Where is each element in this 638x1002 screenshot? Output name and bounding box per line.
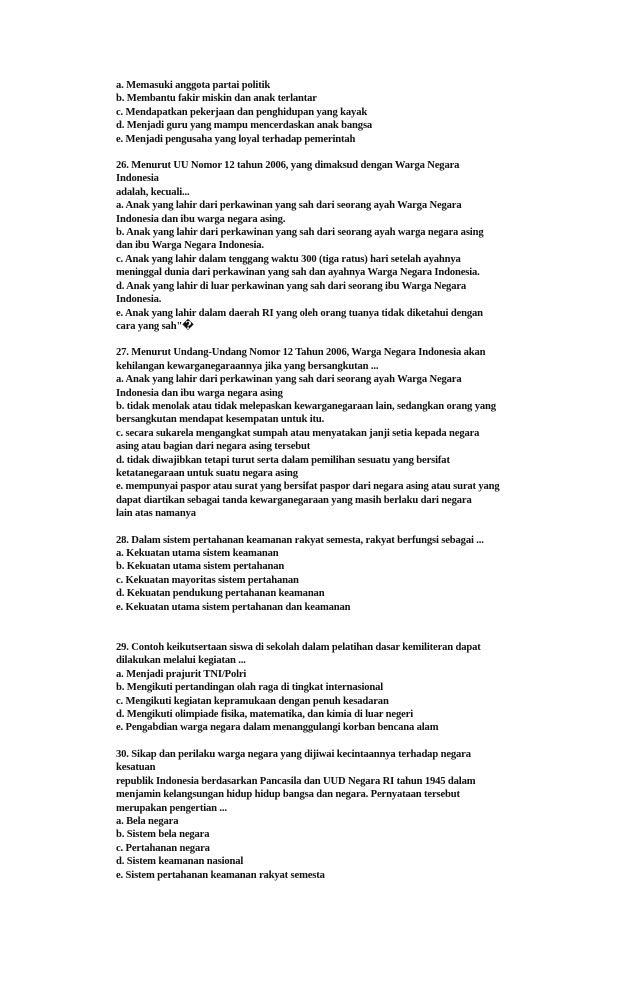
option-b: b. Anak yang lahir dari perkawinan yang sah dari seorang ayah warga negara asing: [116, 227, 484, 239]
question-text: merupakan pengertian ...: [116, 802, 227, 814]
question-text: 27. Menurut Undang-Undang Nomor 12 Tahun 2006, Warga Negara Indonesia akan: [116, 347, 486, 359]
question-text: dilakukan melalui kegiatan ...: [116, 655, 246, 667]
option-a: a. Anak yang lahir dari perkawinan yang sah dari seorang ayah Warga Negara: [116, 374, 462, 386]
option-d: d. Menjadi guru yang mampu mencerdaskan anak bangsa: [116, 120, 373, 132]
option-a: Indonesia dan ibu warga negara asing: [116, 387, 283, 399]
option-d: Indonesia.: [116, 294, 162, 306]
question-text: 26. Menurut UU Nomor 12 tahun 2006, yang dimaksud dengan Warga Negara: [116, 160, 460, 172]
option-d: d. Mengikuti olimpiade fisika, matematika, dan kimia di luar negeri: [116, 709, 413, 721]
spacer: [116, 735, 586, 748]
question-text: 28. Dalam sistem pertahanan keamanan rakyat semesta, rakyat berfungsi sebagai ...: [116, 534, 484, 546]
option-c: c. secara sukarela mengangkat sumpah atau menyatakan janji setia kepada negara: [116, 427, 480, 439]
option-c: c. Anak yang lahir dalam tenggang waktu 300 (tiga ratus) hari setelah ayahnya: [116, 253, 461, 265]
question-text: menjamin kelangsungan hidup hidup bangsa dan negara. Pernyataan tersebut: [116, 789, 460, 801]
question-text: kesatuan: [116, 762, 156, 774]
question-text: kehilangan kewarganegaraannya jika yang bersangkutan ...: [116, 360, 379, 372]
question-text: republik Indonesia berdasarkan Pancasila dan UUD Negara RI tahun 1945 dalam: [116, 775, 476, 787]
option-d: d. Anak yang lahir di luar perkawinan yang sah dari seorang ibu Warga Negara: [116, 280, 467, 292]
option-c: asing atau bagian dari negara asing tersebut: [116, 441, 311, 453]
option-c: meninggal dunia dari perkawinan yang sah dan ayahnya Warga Negara Indonesia.: [116, 267, 480, 279]
option-a: a. Anak yang lahir dari perkawinan yang sah dari seorang ayah Warga Negara: [116, 200, 462, 212]
option-a: a. Kekuatan utama sistem keamanan: [116, 548, 279, 559]
option-e: dapat diartikan sebagai tanda kewarganegaraan yang masih berlaku dari negara: [116, 494, 472, 506]
option-e: cara yang sah"�: [116, 320, 194, 332]
option-c: c. Mendapatkan pekerjaan dan penghidupan yang kayak: [116, 106, 368, 118]
option-e: e. Anak yang lahir dalam daerah RI yang oleh orang tuanya tidak diketahui dengan: [116, 307, 483, 319]
question-text: Indonesia: [116, 173, 159, 185]
option-a: Indonesia dan ibu warga negara asing.: [116, 213, 286, 225]
option-b: b. Kekuatan utama sistem pertahanan: [116, 561, 285, 573]
option-d: d. Kekuatan pendukung pertahanan keamanan: [116, 588, 325, 600]
option-e: e. Kekuatan utama sistem pertahanan dan keamanan: [116, 601, 351, 613]
option-b: b. Mengikuti pertandingan olah raga di tingkat internasional: [116, 682, 384, 694]
question-26: [116, 159, 586, 333]
option-b: b. Sistem bela negara: [116, 829, 210, 841]
option-e: e. mempunyai paspor atau surat yang bersifat paspor dari negara asing atau surat yang: [116, 481, 500, 493]
option-b: b. tidak menolak atau tidak melepaskan kewarganegaraan lain, sedangkan orang yang: [116, 400, 496, 412]
option-b: b. Membantu fakir miskin dan anak terlantar: [116, 93, 317, 105]
option-b: dan ibu Warga Negara Indonesia.: [116, 240, 264, 252]
option-a: a. Memasuki anggota partai politik: [116, 80, 271, 91]
question-30: [116, 748, 586, 882]
option-e: e. Pengabdian warga negara dalam menanggulangi korban bencana alam: [116, 722, 439, 734]
option-b: bersangkutan mendapat kesempatan untuk itu.: [116, 414, 325, 426]
question-text: adalah, kecuali...: [116, 186, 190, 198]
question-25-options: [116, 79, 586, 146]
question-28: [116, 534, 586, 614]
option-c: c. Pertahanan negara: [116, 842, 210, 854]
option-e: e. Menjadi pengusaha yang loyal terhadap pemerintah: [116, 133, 356, 145]
option-e: e. Sistem pertahanan keamanan rakyat semesta: [116, 869, 325, 881]
option-e: lain atas namanya: [116, 508, 196, 520]
question-29: [116, 641, 586, 735]
question-text: 29. Contoh keikutsertaan siswa di sekolah dalam pelatihan dasar kemiliteran dapat: [116, 642, 481, 654]
question-text: 30. Sikap dan perilaku warga negara yang dijiwai kecintaannya terhadap negara: [116, 748, 471, 760]
option-a: a. Menjadi prajurit TNI/Polri: [116, 668, 247, 680]
option-d: d. tidak diwajibkan tetapi turut serta dalam pemilihan sesuatu yang bersifat: [116, 454, 450, 466]
option-a: a. Bela negara: [116, 815, 179, 827]
document-page: [116, 79, 586, 882]
spacer: [116, 614, 586, 641]
spacer: [116, 521, 586, 534]
option-d: d. Sistem keamanan nasional: [116, 856, 244, 868]
option-d: ketatanegaraan untuk suatu negara asing: [116, 467, 298, 479]
spacer: [116, 146, 586, 159]
question-27: [116, 346, 586, 520]
spacer: [116, 333, 586, 346]
option-c: c. Mengikuti kegiatan kepramukaan dengan penuh kesadaran: [116, 695, 389, 707]
option-c: c. Kekuatan mayoritas sistem pertahanan: [116, 574, 299, 586]
